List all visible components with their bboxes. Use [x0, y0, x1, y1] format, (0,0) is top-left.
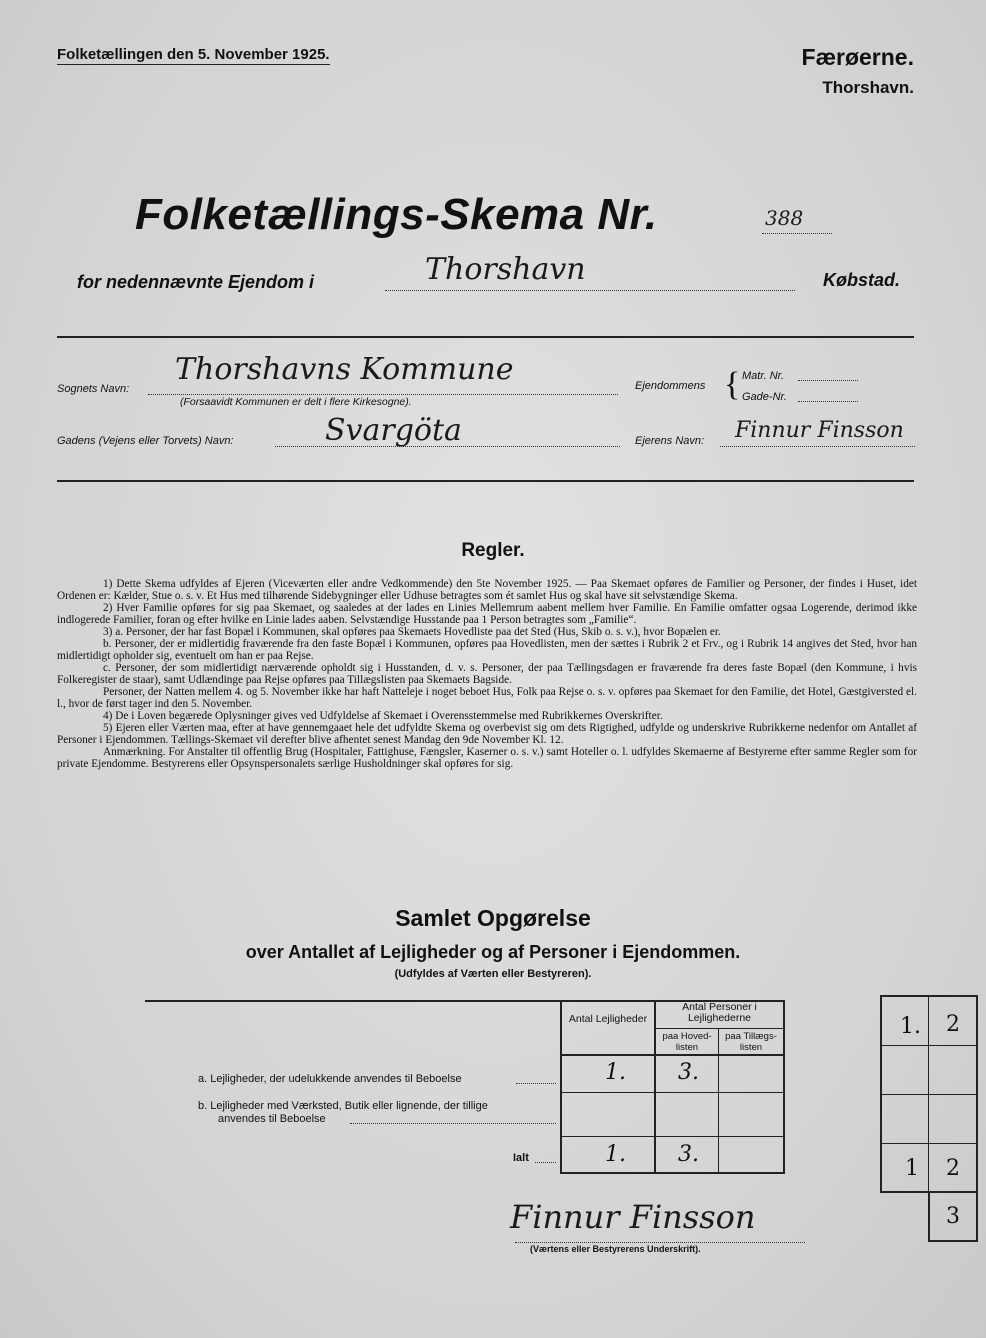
row-ialt-dots: [535, 1162, 556, 1163]
table-col-line-4: [783, 1000, 785, 1172]
property-location-label: for nedennævnte Ejendom i: [77, 272, 315, 292]
col-header-personer: Antal Personer i Lejlighederne: [682, 1001, 757, 1024]
parish-handwritten: Thorshavns Kommune: [175, 352, 514, 387]
summary-subheading: over Antallet af Lejligheder og af Personer i Ejendommen.: [245, 942, 741, 962]
side-box-r1c1: 1.: [900, 1014, 921, 1039]
town-label: Thorshavn.: [822, 78, 914, 97]
street-line: [275, 446, 620, 447]
row-ialt-label: Ialt: [513, 1152, 529, 1164]
side-box-right-edge: [976, 995, 978, 1241]
table-col-line-1: [560, 1000, 562, 1172]
row-a-label: a. Lejligheder, der udelukkende anvendes til Beboelse: [198, 1073, 462, 1085]
parish-label: Sognets Navn:: [57, 383, 130, 395]
table-header-rule: [560, 1054, 785, 1056]
side-box-r4c1: 1: [905, 1156, 919, 1181]
matr-label: Matr. Nr.: [742, 370, 784, 382]
divider-top: [57, 336, 914, 338]
street-handwritten: Svargöta: [325, 413, 462, 448]
summary-note: (Udfyldes af Værten eller Bestyreren).: [394, 968, 592, 980]
table-col-line-2: [654, 1000, 656, 1172]
owner-label: Ejerens Navn:: [635, 435, 705, 447]
rule-3b: b. Personer, der er midlertidig fraværende fra den faste Bopæl i Kommunen, opføres paa Hovedlisten, men der sættes i Rubrik 2 et Frv., og i Rubrik 14 angives det Sted, hvor han midlertidigt opholder sig, eventuelt om han er paa Rejse.: [57, 638, 917, 662]
rule-4: 4) De i Loven begærede Oplysninger gives ved Udfyldelse af Skemaet i Overensstemmelse med Rubrikkernes Overskrifter.: [103, 710, 663, 722]
signature-caption: (Værtens eller Bestyrerens Underskrift).: [530, 1244, 701, 1254]
row-a-dots: [516, 1083, 556, 1084]
col-header-tillaeg: paa Tillægs-listen: [725, 1031, 777, 1053]
parish-line: [148, 394, 618, 395]
row-b-label-2: anvendes til Beboelse: [218, 1113, 326, 1125]
row-b-label: b. Lejligheder med Værksted, Butik eller lignende, der tillige: [198, 1100, 488, 1112]
side-box-row-line-2: [880, 1094, 978, 1095]
cell-a-hoved: 3.: [678, 1060, 699, 1085]
side-box-row-line-0: [880, 995, 978, 997]
rule-2: 2) Hver Familie opføres for sig paa Skemaet, og saaledes at der lades en Linies Mellemrum aabent mellem hver Familie. En Familie omfatter ogsaa Logerende, derimod ikke indlogerede Familier, foran og efter hvilke en Linie lades aaben. Selvstændige Husstande paa 1 Person betragtes som „Familie“.: [57, 602, 917, 626]
owner-handwritten: Finnur Finsson: [735, 418, 904, 443]
table-bottom-rule: [560, 1172, 785, 1174]
rule-1: 1) Dette Skema udfyldes af Ejeren (Viceværten eller andre Vedkommende) den 5te November 1925. — Paa Skemaet opføres de Familier og Personer, der findes i Huset, idet Ordenen er: Kælder, Stue o. s. v. Et Hus med tilhørende Sidebygninger eller Udhuse betragtes som ét samlet Hus og skal have sit selvstændige Skema.: [57, 578, 917, 602]
side-box-row-line-3: [880, 1143, 978, 1144]
gade-nr-line: [798, 401, 858, 402]
table-sub-header-rule: [656, 1028, 783, 1029]
cell-ialt-hoved: 3.: [678, 1142, 699, 1167]
rules-text: [57, 578, 917, 770]
rules-heading: Regler.: [461, 540, 525, 561]
matr-line: [798, 380, 858, 381]
rule-3-note: Personer, der Natten mellem 4. og 5. November ikke har haft Natteleje i noget beboet Hus, Folk paa Rejse o. s. v. opføres paa Skemaet for den Familie, det Hotel, Gæstgiversted el. l., hvor de først tager ind den 5. November.: [57, 686, 917, 710]
parish-note: (Forsaavidt Kommunen er delt i flere Kirkesogne).: [180, 396, 412, 408]
owner-line: [720, 446, 915, 447]
summary-heading: Samlet Opgørelse: [395, 905, 591, 931]
census-date-line: Folketællingen den 5. November 1925.: [57, 46, 330, 63]
form-title: Folketællings-Skema Nr.: [135, 190, 658, 239]
side-box-bottom-left-edge: [928, 1191, 930, 1241]
side-box-r4c2: 2: [946, 1156, 960, 1181]
side-box-row-line-1: [880, 1045, 978, 1046]
rule-remark: Anmærkning. For Anstalter til offentlig Brug (Hospitaler, Fattighuse, Fængsler, Kaserner o. s. v.) samt Hoteller o. l. udfyldes Skemaerne af Bestyrerne efter samme Regler som for private Ejendomme. Bestyrerens eller Opsynspersonalets særlige Husholdninger skal opføres for sig.: [57, 746, 917, 770]
form-number-line: [762, 233, 832, 234]
divider-bottom: [57, 480, 914, 482]
signature-handwritten: Finnur Finsson: [510, 1198, 756, 1236]
cell-ialt-lejligheder: 1.: [605, 1142, 626, 1167]
rule-3a: 3) a. Personer, der har fast Bopæl i Kommunen, skal opføres paa Skemaets Hovedliste paa det Sted (Hus, Skib o. s. v.), hvor Bopælen er.: [103, 626, 721, 638]
form-number-handwritten: 388: [765, 206, 804, 230]
table-row-rule-2: [560, 1136, 785, 1137]
kobstad-label: Købstad.: [822, 270, 900, 290]
rule-5: 5) Ejeren eller Værten maa, efter at have gennemgaaet hele det udfyldte Skema og overbevist sig om dets Rigtighed, udfylde og underskrive Rubrikkerne nedenfor om Antallet af Personer i Ejendommen. Tællings-Skemaet vil derefter blive afhentet senest Mandag den 9de November Kl. 12.: [57, 722, 917, 746]
side-box-r5: 3: [946, 1204, 960, 1229]
cell-a-lejligheder: 1.: [605, 1060, 626, 1085]
property-location-line: [385, 290, 795, 291]
signature-line: [515, 1242, 805, 1243]
side-box-mid-line: [928, 995, 929, 1191]
side-box-row-line-5: [928, 1240, 978, 1242]
side-box-row-line-4: [880, 1191, 978, 1193]
region-label: Færøerne.: [801, 44, 914, 70]
property-label: Ejendommens: [635, 380, 706, 392]
rule-3c: c. Personer, der som midlertidigt nærværende opholdt sig i Husstanden, d. v. s. Personer, der paa Tællingsdagen er fraværende fra deres faste Bopæl (den Kommune, i hvis Folkeregister de staar), samt Udlændinge paa Rejse opføres paa Tillægslisten paa Skemaets Bagside.: [57, 662, 917, 686]
property-location-handwritten: Thorshavn: [425, 252, 586, 287]
street-label: Gadens (Vejens eller Torvets) Navn:: [57, 435, 234, 447]
col-header-lejligheder: Antal Lejligheder: [568, 1013, 648, 1025]
table-row-rule-1: [560, 1092, 785, 1093]
col-header-hoved: paa Hoved-listen: [662, 1031, 712, 1053]
side-box-left-edge: [880, 995, 882, 1191]
gade-nr-label: Gade-Nr.: [742, 391, 787, 403]
side-box-r1c2: 2: [946, 1012, 960, 1037]
row-b-dots: [350, 1123, 556, 1124]
brace: {: [724, 366, 741, 403]
